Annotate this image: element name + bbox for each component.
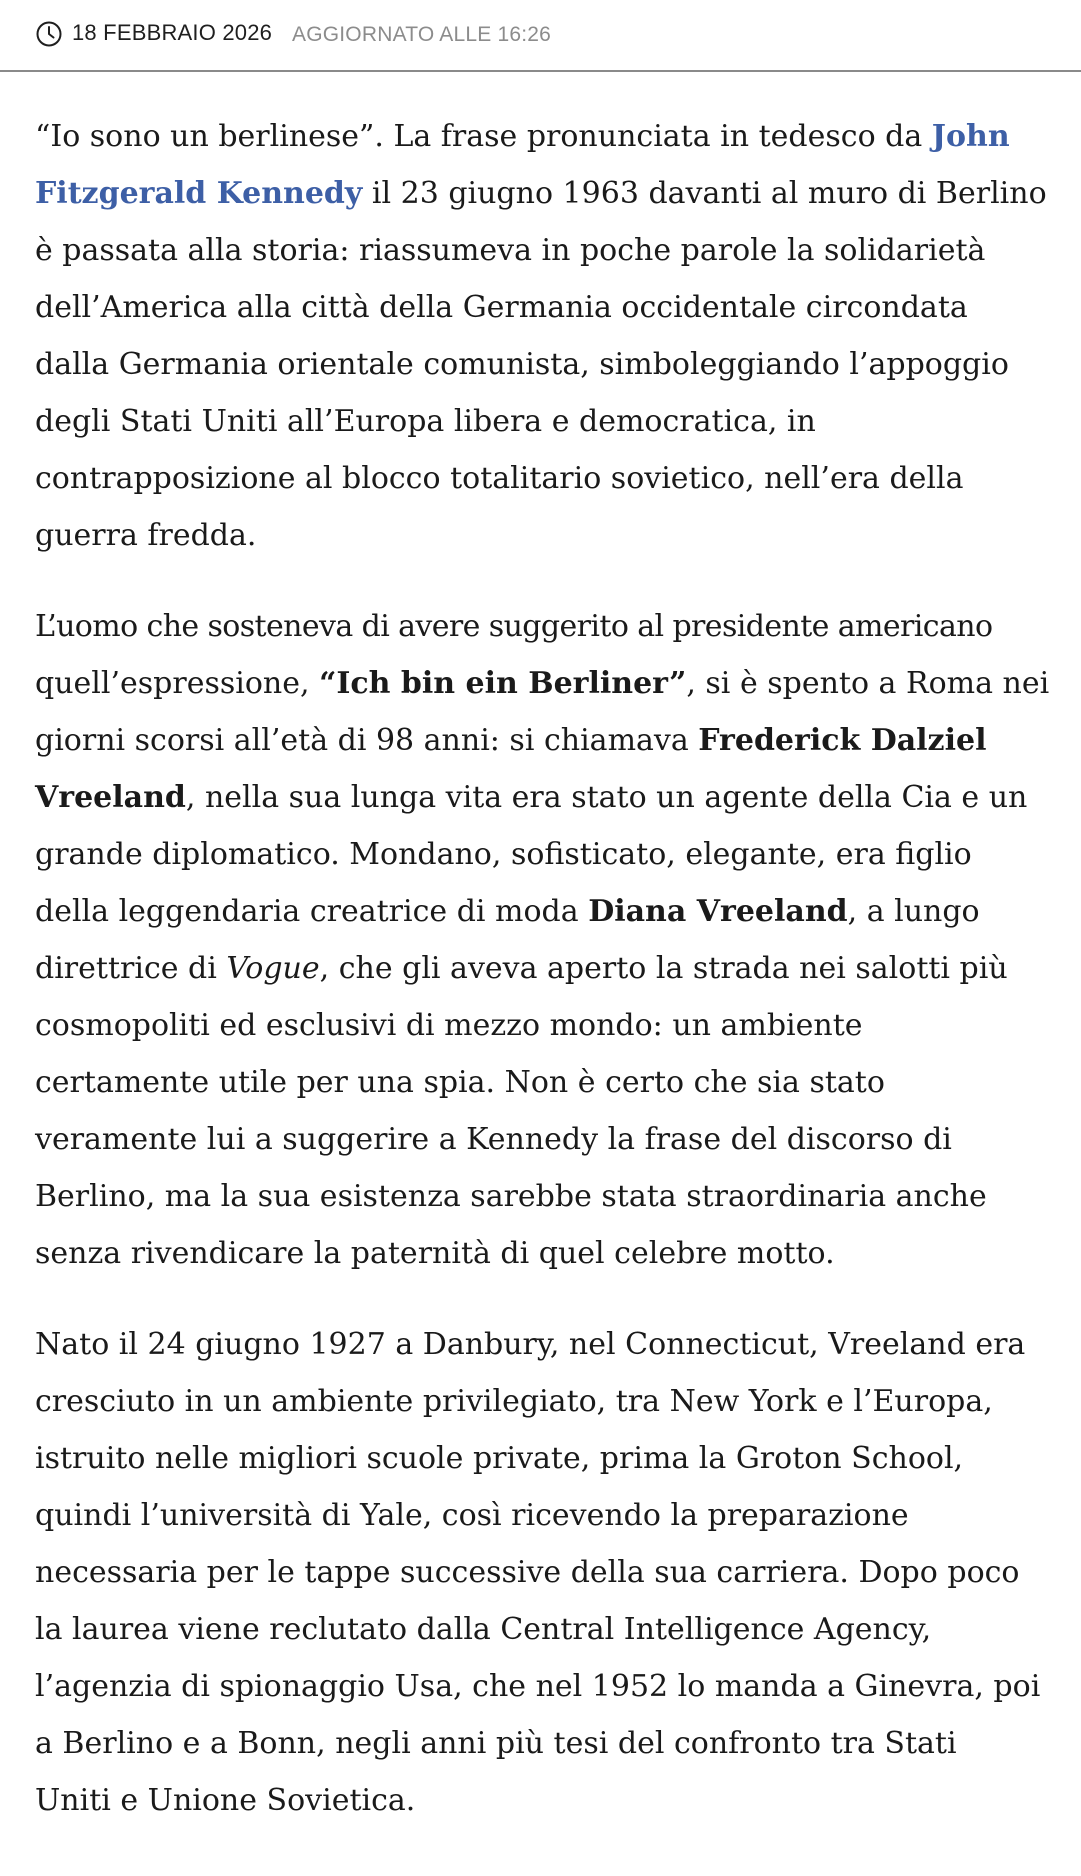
paragraph-line: dalla Germania orientale comunista, simboleggiando l’appoggio	[35, 347, 1009, 382]
text-segment: direttrice di	[35, 951, 227, 986]
paragraph-line: L’uomo che sosteneva di avere suggerito al presidente americano	[35, 609, 993, 644]
paragraph-line: veramente lui a suggerire a Kennedy la frase del discorso di	[35, 1122, 952, 1157]
paragraph-line: grande diplomatico. Mondano, sofisticato, elegante, era figlio	[35, 837, 972, 872]
paragraph-line: degli Stati Uniti all’Europa libera e democratica, in	[35, 404, 816, 439]
paragraph-line: contrapposizione al blocco totalitario sovietico, nell’era della	[35, 461, 964, 496]
kennedy-link-continued[interactable]: Fitzgerald Kennedy	[35, 176, 363, 211]
article-paragraph-2	[35, 598, 1081, 1282]
paragraph-line: Berlino, ma la sua esistenza sarebbe stata straordinaria anche	[35, 1179, 987, 1214]
magazine-title-italic: Vogue	[226, 951, 320, 986]
paragraph-line: istruito nelle migliori scuole private, prima la Groton School,	[35, 1441, 964, 1476]
paragraph-line: quindi l’università di Yale, così ricevendo la preparazione	[35, 1498, 909, 1533]
text-segment: , nella sua lunga vita era stato un agente della Cia e un	[185, 780, 1028, 815]
paragraph-line: necessaria per le tappe successive della sua carriera. Dopo poco	[35, 1555, 1020, 1590]
paragraph-line	[35, 769, 1081, 826]
publish-date: 18 FEBBRAIO 2026	[72, 20, 273, 45]
article-paragraph-1	[35, 108, 1081, 564]
paragraph-line: Uniti e Unione Sovietica.	[35, 1783, 416, 1818]
paragraph-line	[35, 712, 1081, 769]
name-bold: Frederick Dalziel	[698, 723, 987, 758]
clock-icon	[35, 20, 63, 48]
paragraph-line: certamente utile per una spia. Non è certo che sia stato	[35, 1065, 885, 1100]
article-body	[35, 108, 1081, 1829]
name-bold: Vreeland	[35, 780, 186, 815]
paragraph-line: cosmopoliti ed esclusivi di mezzo mondo: un ambiente	[35, 1008, 863, 1043]
paragraph-line: guerra fredda.	[35, 518, 257, 553]
quote-bold: “Ich bin ein Berliner”	[319, 666, 687, 701]
text-segment: della leggendaria creatrice di moda	[35, 894, 589, 929]
article-paragraph-3	[35, 1316, 1081, 1829]
text-segment: giorni scorsi all’età di 98 anni: si chiamava	[35, 723, 699, 758]
text-segment: , che gli aveva aperto la strada nei salotti più	[319, 951, 1008, 986]
text-segment: , si è spento a Roma nei	[686, 666, 1050, 701]
paragraph-line: a Berlino e a Bonn, negli anni più tesi del confronto tra Stati	[35, 1726, 957, 1761]
article-meta-bar	[0, 0, 1081, 72]
paragraph-line: è passata alla storia: riassumeva in poche parole la solidarietà	[35, 233, 986, 268]
paragraph-line: la laurea viene reclutato dalla Central Intelligence Agency,	[35, 1612, 932, 1647]
text-segment: , a lungo	[847, 894, 980, 929]
paragraph-line	[35, 940, 1081, 997]
paragraph-line: cresciuto in un ambiente privilegiato, tra New York e l’Europa,	[35, 1384, 993, 1419]
text-segment: quell’espressione,	[35, 666, 320, 701]
text-segment: “Io sono un berlinese”. La frase pronunciata in tedesco da	[35, 119, 932, 154]
paragraph-line	[35, 165, 1081, 222]
paragraph-line: Nato il 24 giugno 1927 a Danbury, nel Connecticut, Vreeland era	[35, 1327, 1026, 1362]
name-bold: Diana Vreeland	[588, 894, 848, 929]
kennedy-link[interactable]: John	[931, 119, 1010, 154]
paragraph-line: senza rivendicare la paternità di quel celebre motto.	[35, 1236, 835, 1271]
text-segment: il 23 giugno 1963 davanti al muro di Berlino	[362, 176, 1047, 211]
paragraph-line	[35, 883, 1081, 940]
paragraph-line	[35, 655, 1081, 712]
paragraph-line	[35, 108, 1081, 165]
paragraph-line: dell’America alla città della Germania occidentale circondata	[35, 290, 968, 325]
updated-time: AGGIORNATO ALLE 16:26	[292, 23, 552, 46]
paragraph-line: l’agenzia di spionaggio Usa, che nel 1952 lo manda a Ginevra, poi	[35, 1669, 1041, 1704]
